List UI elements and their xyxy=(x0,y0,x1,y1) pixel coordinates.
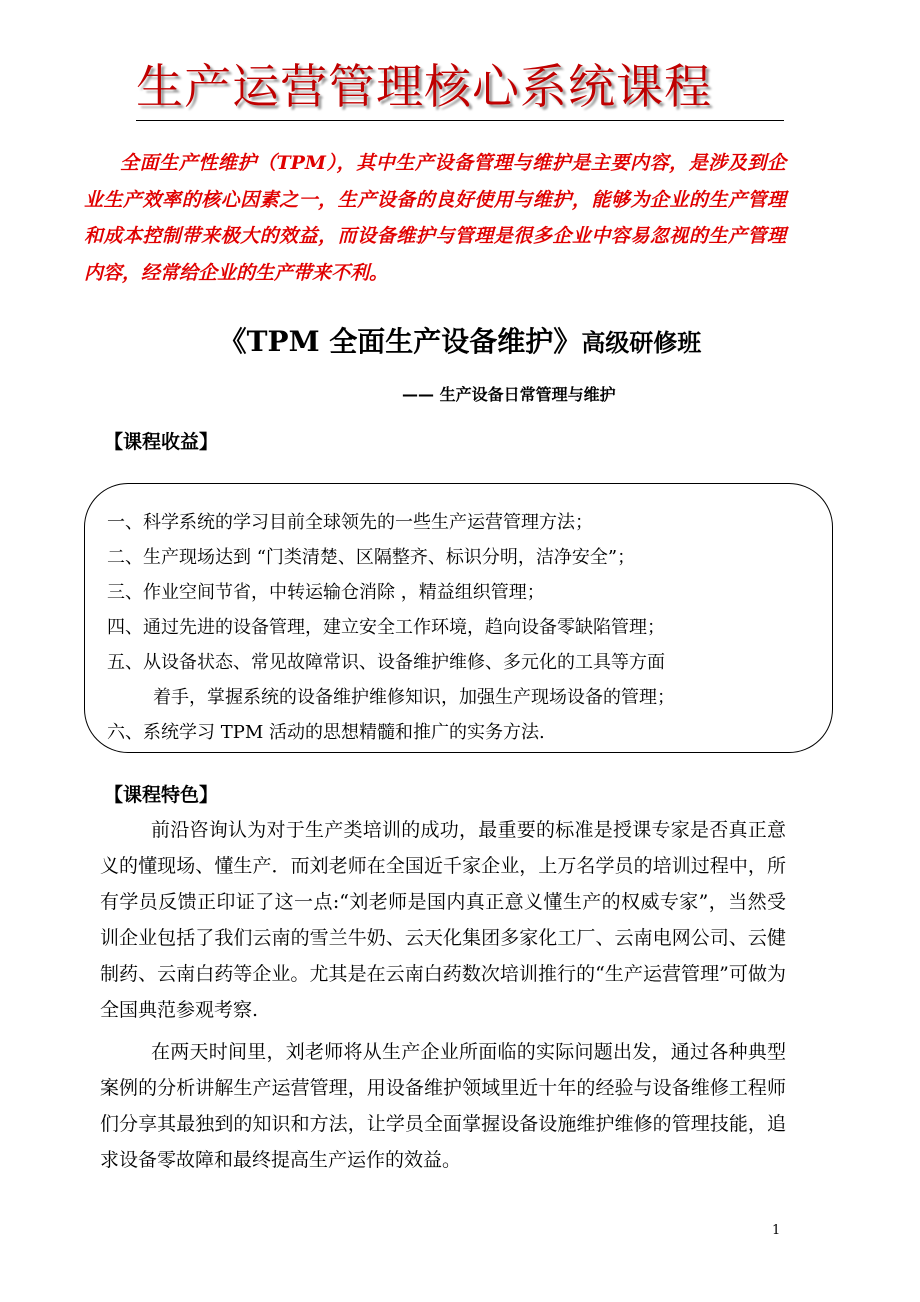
features-paragraph-1: 前沿咨询认为对于生产类培训的成功，最重要的标准是授课专家是否真正意义的懂现场、懂生产．而刘老师在全国近千家企业，上万名学员的培训过程中，所有学员反馈正印证了这一点:“刘老师是国内真正意义懂生产的权威专家”，当然受训企业包括了我们云南的雪兰牛奶、云天化集团多家化工厂、云南电网公司、云健制药、云南白药等企业。尤其是在云南白药数次培训推行的“生产运营管理”可做为全国典范参观考察. xyxy=(100,819,786,1021)
benefits-list xyxy=(107,505,675,750)
page-number: 1 xyxy=(772,1223,781,1238)
benefit-item: 六、系统学习 TPM 活动的思想精髓和推广的实务方法. xyxy=(107,722,545,743)
features-paragraph-2: 在两天时间里，刘老师将从生产企业所面临的实际问题出发，通过各种典型案例的分析讲解生产运营管理，用设备维护领域里近十年的经验与设备维修工程师们分享其最独到的知识和方法，让学员全面掌握设备设施维护维修的管理技能，追求设备零故障和最终提高生产运作的效益。 xyxy=(100,1041,786,1171)
title-underline xyxy=(136,120,784,121)
benefit-item: 二、生产现场达到 “门类清楚、区隔整齐、标识分明，洁净安全”； xyxy=(107,547,636,568)
course-title-main: 《TPM 全面生产设备维护》 xyxy=(218,325,582,358)
benefit-item: 五、从设备状态、常见故障常识、设备维护维修、多元化的工具等方面 xyxy=(107,652,665,673)
intro-paragraph: 全面生产性维护（TPM），其中生产设备管理与维护是主要内容，是涉及到企业生产效率的核心因素之一，生产设备的良好使用与维护，能够为企业的生产管理和成本控制带来极大的效益，而设备维护与管理是很多企业中容易忽视的生产管理内容，经常给企业的生产带来不利。 xyxy=(84,152,786,284)
course-subtitle: —— 生产设备日常管理与维护 xyxy=(402,385,616,404)
page-title: 生产运营管理核心系统课程 xyxy=(136,60,712,115)
benefit-item: 四、通过先进的设备管理，建立安全工作环境，趋向设备零缺陷管理； xyxy=(107,617,665,638)
benefit-item-continuation: 着手，掌握系统的设备维护维修知识，加强生产现场设备的管理； xyxy=(153,687,675,708)
course-title-suffix: 高级研修班 xyxy=(581,329,702,357)
features-heading: 【课程特色】 xyxy=(104,784,219,806)
benefit-item: 一、科学系统的学习目前全球领先的一些生产运营管理方法； xyxy=(107,512,593,533)
benefit-item: 三、作业空间节省，中转运输仓消除 ，精益组织管理； xyxy=(107,582,545,603)
benefits-heading: 【课程收益】 xyxy=(104,431,219,453)
course-title xyxy=(0,322,920,363)
